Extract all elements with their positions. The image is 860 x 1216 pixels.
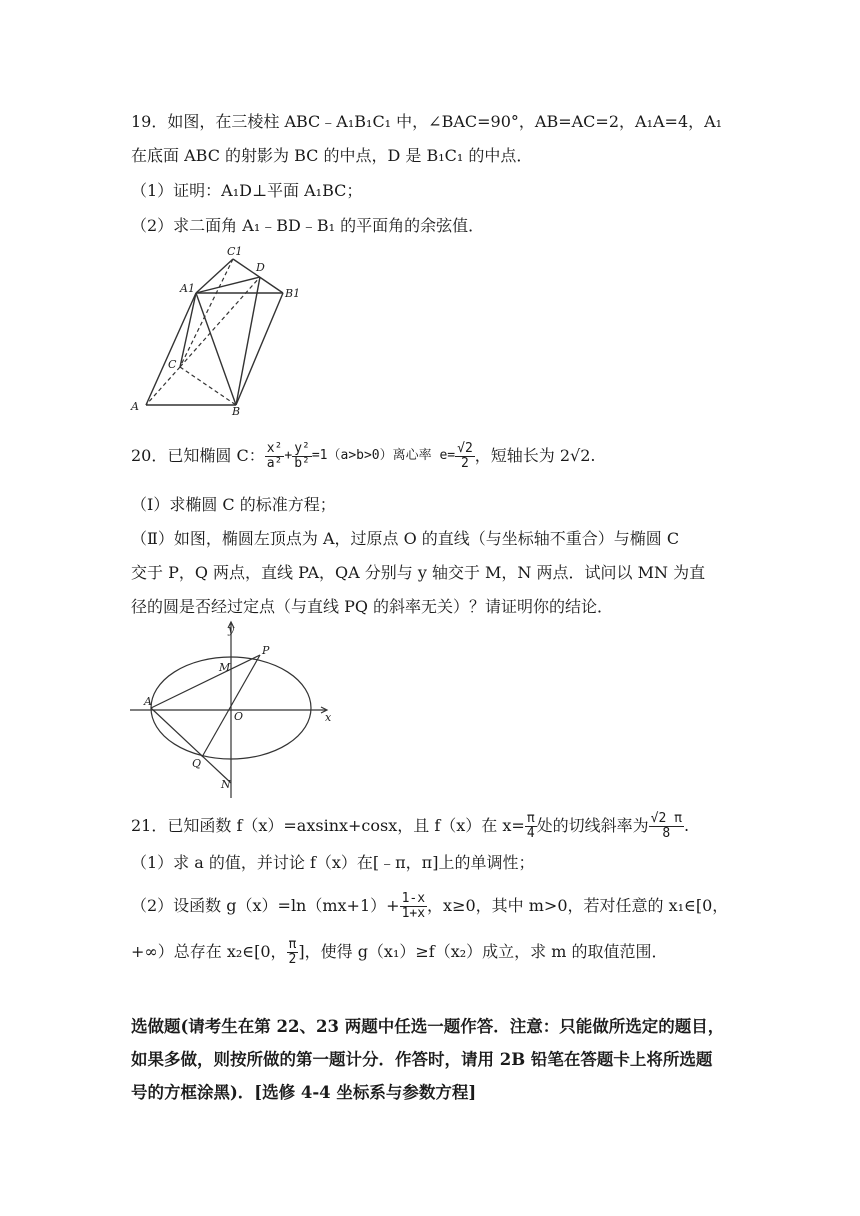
q21-part2-suffix: ，x≥0，其中 m>0，若对任意的 x₁∈[0， <box>427 896 729 915</box>
q21-part2-l2-prefix: +∞）总存在 x₂∈[0， <box>131 942 287 961</box>
y2-over-b2: $\frac{\text{y²}}{\text{b²}}$ <box>294 440 310 471</box>
axis-y-label: y <box>228 623 235 636</box>
pi-over-2: $\frac{\pi}{2}$ <box>288 936 297 967</box>
q20-part2-line1: （Ⅱ）如图，椭圆左顶点为 A，过原点 O 的直线（与坐标轴不重合）与椭圆 C <box>131 529 680 548</box>
label-d: D <box>256 261 265 274</box>
ellipse-figure <box>128 620 338 802</box>
point-q-label: Q <box>192 757 202 770</box>
origin-label: O <box>234 710 244 723</box>
point-n-label: N <box>221 778 231 791</box>
q19-part1: （1）证明：A₁D⊥平面 A₁BC； <box>131 181 363 200</box>
q21-part2-line2 <box>131 932 667 972</box>
q20-part1: （Ⅰ）求椭圆 C 的标准方程； <box>131 495 336 514</box>
q20-suffix: ，短轴长为 2√2. <box>474 446 596 465</box>
g-fraction: $\frac{1-x}{1+x}$ <box>401 890 426 921</box>
q20-prefix: 20．已知椭圆 C： <box>131 446 265 465</box>
q21-part2-l2-suffix: ]，使得 g（x₁）≥f（x₂）成立，求 m 的取值范围． <box>298 942 668 961</box>
q21-part1: （1）求 a 的值，并讨论 f（x）在[﹣π，π]上的单调性； <box>131 853 535 872</box>
prism-figure <box>128 242 308 417</box>
point-m-label: M <box>219 661 231 674</box>
label-c1: C1 <box>227 245 243 258</box>
elective-line1: 选做题(请考生在第 22、23 两题中任选一题作答．注意：只能做所选定的题目， <box>131 1017 725 1036</box>
q21-part2-line1 <box>131 886 728 926</box>
slope-fraction: $\frac{√2 \pi}{8}$ <box>650 810 682 841</box>
label-c: C <box>168 358 177 371</box>
label-b1: B1 <box>285 287 301 300</box>
label-a1: A1 <box>180 282 195 295</box>
x2-over-a2: $\frac{\text{x²}}{\text{a²}}$ <box>266 440 283 471</box>
q20-line1: 20．已知椭圆 C： $\frac{\text{x²}}{\text{a²}}$ + $\frac{\text{y²}}{\text{b²}}$ =1（a>b>0）离心率 e= $\frac{√2}{2}$ ，短轴长为 2√2. <box>131 440 596 471</box>
q21-mid: 处的切线斜率为 <box>536 816 649 835</box>
q19-part2: （2）求二面角 A₁﹣BD﹣B₁ 的平面角的余弦值． <box>131 216 485 235</box>
point-p-label: P <box>262 644 270 657</box>
point-a-label: A <box>144 695 152 708</box>
pi-over-4: $\frac{\pi}{4}$ <box>526 810 535 841</box>
q21-end: . <box>683 816 690 835</box>
elective-line2: 如果多做，则按所做的第一题计分．作答时，请用 2B 铅笔在答题卡上将所选题 <box>131 1050 713 1069</box>
q21-prefix: 21．已知函数 f（x）=axsinx+cosx，且 f（x）在 x= <box>131 816 525 835</box>
q20-part2-line3: 径的圆是否经过定点（与直线 PQ 的斜率无关）？请证明你的结论． <box>131 597 614 616</box>
q21-line1 <box>131 806 689 846</box>
q21-part2-prefix: （2）设函数 g（x）=ln（mx+1）+ <box>131 896 400 915</box>
axis-x-label: x <box>325 711 332 724</box>
elective-line3: 号的方框涂黑)．[选修 4-4 坐标系与参数方程] <box>131 1083 477 1102</box>
ellipse-condition: =1（a>b>0）离心率 e= <box>311 448 456 463</box>
label-a: A <box>131 400 139 413</box>
label-b: B <box>232 405 241 417</box>
q19-line1: 19．如图，在三棱柱 ABC﹣A₁B₁C₁ 中，∠BAC=90°，AB=AC=2，A₁A=4，A₁ <box>131 112 723 131</box>
q20-part2-line2: 交于 P，Q 两点，直线 PA，QA 分别与 y 轴交于 M，N 两点．试问以 MN 为直 <box>131 563 706 582</box>
eccentricity-fraction: $\frac{√2}{2}$ <box>457 440 473 471</box>
q19-line2: 在底面 ABC 的射影为 BC 的中点，D 是 B₁C₁ 的中点． <box>131 146 533 165</box>
